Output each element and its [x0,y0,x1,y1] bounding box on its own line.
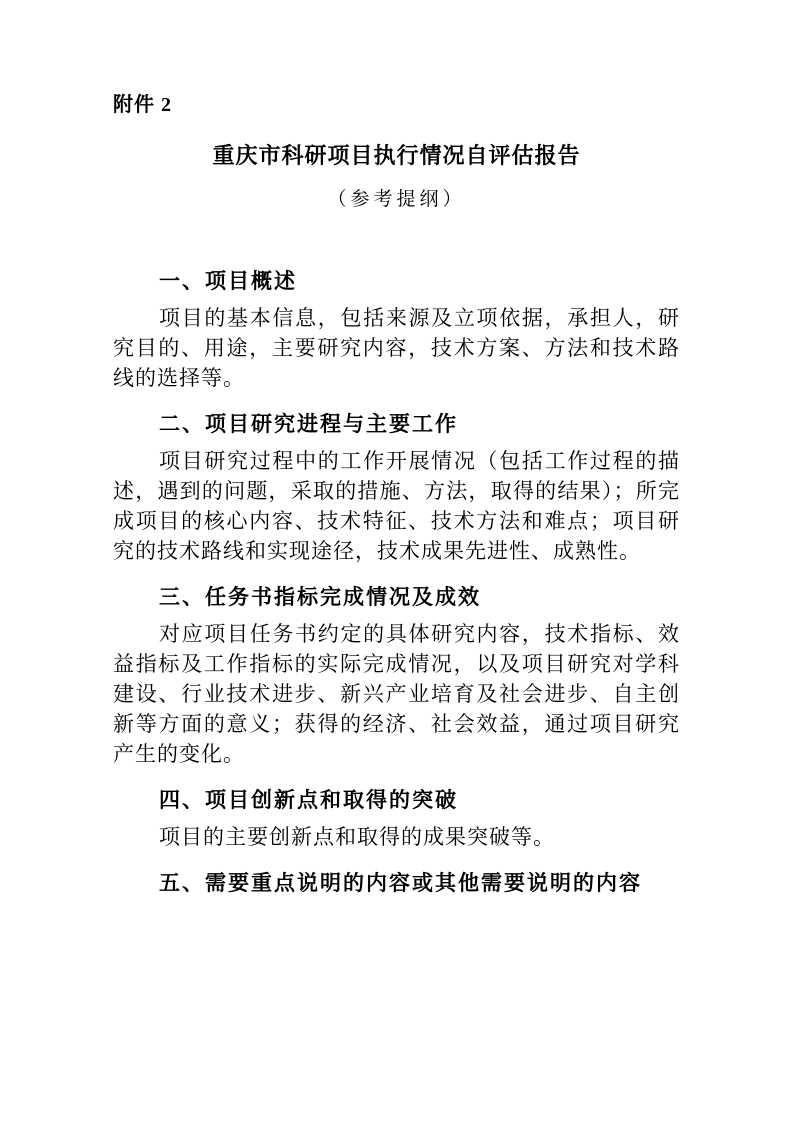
document-subtitle: （参考提纲） [327,189,466,210]
section-2-body: 项目研究过程中的工作开展情况（包括工作过程的描述，遇到的问题，采取的措施、方法，取得的结果）；所完成项目的核心内容、技术特征、技术方法和难点；项目研究的技术路线和实现途径，技术成果先进性、成熟性。 [113,449,680,563]
document-title: 重庆市科研项目执行情况自评估报告 [212,143,581,168]
section-5 [113,871,680,896]
section-2 [113,412,680,566]
document-body [113,269,680,896]
attachment-label: 附件 2 [113,94,172,116]
section-3 [113,585,680,769]
section-5-heading: 五、需要重点说明的内容或其他需要说明的内容 [159,872,642,895]
section-4 [113,788,680,852]
section-3-heading: 三、任务书指标完成情况及成效 [159,586,481,609]
section-4-body: 项目的主要创新点和取得的成果突破等。 [159,825,555,849]
section-2-heading: 二、项目研究进程与主要工作 [159,413,458,436]
section-3-body: 对应项目任务书约定的具体研究内容，技术指标、效益指标及工作指标的实际完成情况，以及项目研究对学科建设、行业技术进步、新兴产业培育及社会进步、自主创新等方面的意义；获得的经济、社会效益，通过项目研究产生的变化。 [113,622,680,766]
section-1-heading: 一、项目概述 [159,270,297,293]
section-1-body: 项目的基本信息，包括来源及立项依据，承担人，研究目的、用途，主要研究内容，技术方案、方法和技术路线的选择等。 [113,306,680,390]
section-4-heading: 四、项目创新点和取得的突破 [159,789,458,812]
section-1 [113,269,680,393]
